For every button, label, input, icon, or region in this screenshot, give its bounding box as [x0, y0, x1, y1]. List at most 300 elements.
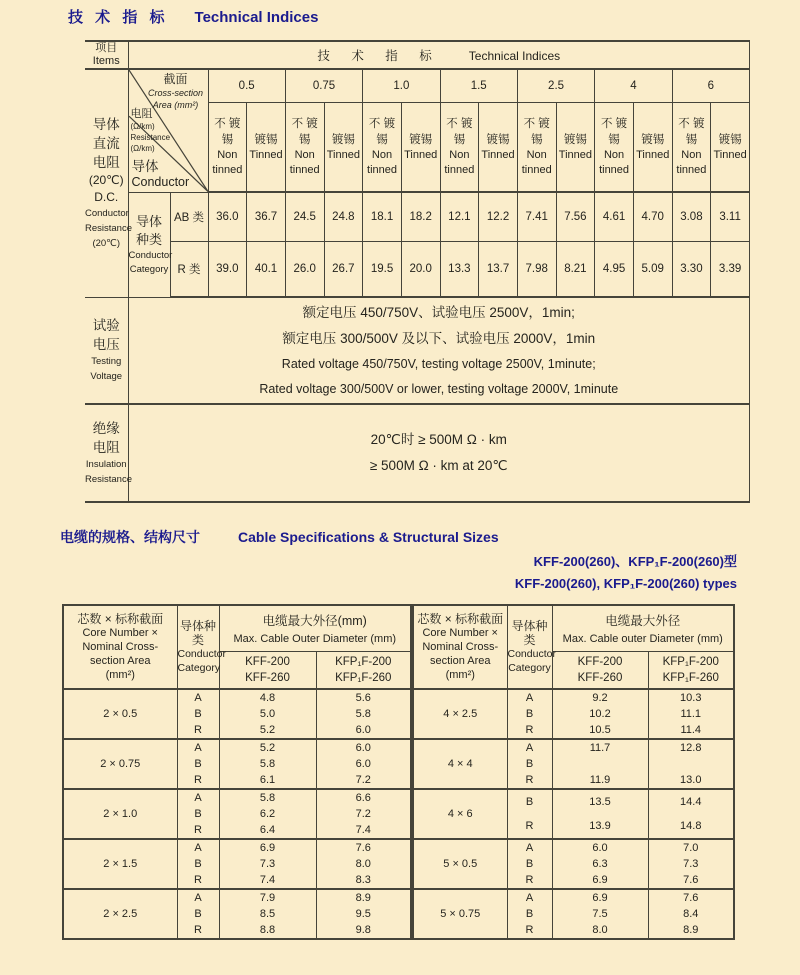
kfpf-diameter-cell: 7.2: [316, 806, 411, 822]
category-cell: A: [177, 689, 219, 706]
kff-diameter-cell: 8.0: [552, 922, 648, 939]
tinned-header: [247, 103, 286, 193]
kff-diameter-cell: 7.4: [219, 872, 316, 889]
resistance-value: 7.98: [517, 242, 556, 298]
kff-diameter-cell: 6.4: [219, 822, 316, 839]
category-cell: B: [507, 756, 552, 772]
category-cell: B: [177, 756, 219, 772]
category-cell: B: [177, 706, 219, 722]
kff-diameter-cell: 6.3: [552, 856, 648, 872]
cross-section-value: 4: [595, 69, 672, 103]
non-tinned-header: [440, 103, 479, 193]
label-line: 试验: [92, 318, 120, 334]
kff-diameter-cell: 11.7: [552, 739, 648, 756]
label-line: Non: [371, 149, 393, 161]
label-line: 锡: [608, 134, 620, 146]
label-line: 不 镀: [678, 118, 705, 130]
label-line: Voltage: [90, 371, 123, 383]
label-line: 不 镀: [214, 118, 241, 130]
label-line: Area (mm²): [152, 100, 199, 110]
label-line: 锡: [453, 134, 466, 146]
label-line: Testing: [91, 356, 122, 368]
spec-group-row: [63, 739, 411, 756]
core-size-cell: 5 × 0.5: [413, 839, 507, 889]
core-size-cell: 2 × 1.5: [63, 839, 177, 889]
kfpf-diameter-cell: 7.6: [648, 872, 734, 889]
label-line: Conductor: [507, 648, 556, 660]
label-line: 类: [523, 633, 536, 647]
kfpf-diameter-cell: 7.6: [316, 839, 411, 856]
category-cell: R: [177, 822, 219, 839]
label-line: Nominal Cross-: [82, 641, 159, 653]
label-line: tinned: [521, 164, 552, 176]
label-line: Cross-section: [147, 88, 203, 98]
spec-group-row: [63, 889, 411, 906]
non-tinned-header: [363, 103, 402, 193]
resistance-value: 3.30: [672, 242, 711, 298]
kfpf-diameter-cell: 7.3: [648, 856, 734, 872]
core-size-cell: 4 × 2.5: [413, 689, 507, 739]
label-line: 类: [191, 633, 204, 647]
cable-types-subtitle: [515, 551, 737, 595]
resistance-value: 7.56: [556, 192, 595, 242]
kff-diameter-cell: 8.8: [219, 922, 316, 939]
label-line: KFP₁F-200: [335, 656, 392, 668]
tinned-header: [324, 103, 363, 193]
spec-group-row: [413, 789, 734, 814]
label-line: Non: [526, 149, 547, 161]
kfpf-diameter-cell: 10.3: [648, 689, 734, 706]
diagonal-header-cell: [128, 69, 208, 192]
label-line: section Area: [429, 655, 491, 667]
label-line: KFP₁F-260: [662, 672, 719, 684]
label-line: KFP₁F-200: [662, 656, 719, 668]
insulation-resistance-label-cell: [85, 404, 132, 502]
category-cell: A: [177, 889, 219, 906]
label-line: Category: [177, 662, 221, 674]
label-line: 绝缘: [92, 421, 120, 436]
category-cell: A: [507, 739, 552, 756]
kff-diameter-cell: 13.9: [552, 814, 648, 839]
label-line: Resistance: [130, 133, 171, 142]
label-line: 导体: [131, 158, 159, 174]
spec-group-row: [413, 739, 734, 756]
resistance-value: 18.1: [363, 192, 402, 242]
label-line: 锡: [685, 134, 698, 146]
label-line: Core Number ×: [82, 627, 158, 639]
kff-diameter-cell: 7.3: [219, 856, 316, 872]
resistance-value: 20.0: [401, 242, 440, 298]
resistance-value: 3.08: [672, 192, 711, 242]
label-line: 电缆最大外径: [605, 613, 681, 628]
resistance-value: 36.7: [247, 192, 286, 242]
category-cell: B: [507, 906, 552, 922]
kfpf-diameter-cell: 7.4: [316, 822, 411, 839]
label-line: tinned: [444, 164, 475, 176]
resistance-value: 7.41: [517, 192, 556, 242]
spec-table-right: [412, 604, 735, 940]
kfpf-diameter-cell: 5.8: [316, 706, 411, 722]
resistance-value: 18.2: [401, 192, 440, 242]
kff-diameter-cell: 6.0: [552, 839, 648, 856]
kff-diameter-cell: 9.2: [552, 689, 648, 706]
kfpf-diameter-cell: 6.6: [316, 789, 411, 806]
spec-group-row: [413, 689, 734, 706]
category-cell: R: [177, 872, 219, 889]
label-line: Conductor: [131, 174, 190, 189]
kff-diameter-cell: 6.9: [552, 872, 648, 889]
category-cell: R: [507, 772, 552, 789]
resistance-value: 5.09: [633, 242, 672, 298]
label-line: tinned: [599, 164, 630, 176]
kff-diameter-cell: 13.5: [552, 789, 648, 814]
resistance-value: 4.95: [595, 242, 634, 298]
label-line: KFF-260: [245, 672, 290, 684]
kff-diameter-cell: 10.5: [552, 722, 648, 739]
testing-voltage-line: 额定电压 300/500V 及以下、试验电压 2000V，1min: [282, 330, 596, 346]
category-ab-label: AB 类: [170, 192, 208, 242]
kff-model-header: [552, 652, 648, 690]
label-line: Core Number ×: [422, 627, 498, 639]
non-tinned-header: [595, 103, 634, 193]
cable-types-subtitle-zh: KFF-200(260)、KFP₁F-200(260)型: [533, 554, 737, 569]
cross-section-value: 0.5: [208, 69, 285, 103]
label-line: Non: [449, 149, 470, 161]
label-line: 不 镀: [523, 118, 550, 130]
label-line: Nominal Cross-: [422, 641, 499, 653]
kfpf-diameter-cell: 7.2: [316, 772, 411, 789]
label-line: KFF-200: [577, 656, 623, 668]
label-line: 电阻: [92, 155, 120, 171]
insulation-line: 20℃时 ≥ 500M Ω · km: [370, 432, 507, 447]
section1-title: [68, 6, 318, 27]
label-line: Tinned: [481, 148, 515, 161]
label-line: 项目: [95, 42, 118, 54]
label-line: 技 术 指 标: [317, 49, 441, 63]
label-line: Non: [681, 149, 702, 161]
kff-diameter-cell: 5.0: [219, 706, 316, 722]
kfpf-diameter-cell: 14.4: [648, 789, 734, 814]
category-cell: B: [177, 806, 219, 822]
kfpf-diameter-cell: 6.0: [316, 756, 411, 772]
kff-diameter-cell: 5.8: [219, 756, 316, 772]
tinned-header: [401, 103, 440, 193]
label-line: 截面: [163, 72, 188, 86]
category-cell: A: [507, 689, 552, 706]
max-diameter-header-cell: [219, 605, 411, 652]
kfpf-model-header: [316, 652, 411, 690]
label-line: Non: [217, 149, 238, 161]
label-line: (mm²): [445, 669, 475, 681]
label-line: Tinned: [326, 148, 360, 161]
category-cell: R: [177, 722, 219, 739]
label-line: 镀锡: [718, 133, 742, 146]
core-size-cell: 4 × 4: [413, 739, 507, 789]
label-line: 直流: [92, 136, 120, 152]
tinned-header: [556, 103, 595, 193]
spec-group-row: [63, 839, 411, 856]
label-line: 芯数 × 标称截面: [77, 612, 164, 626]
category-cell: B: [177, 906, 219, 922]
spec-group-row: [413, 839, 734, 856]
category-cell: B: [507, 706, 552, 722]
resistance-value: 24.8: [324, 192, 363, 242]
resistance-value: 3.39: [711, 242, 750, 298]
resistance-value: 8.21: [556, 242, 595, 298]
label-line: tinned: [367, 164, 398, 176]
section2-title-zh: 电缆的规格、结构尺寸: [60, 529, 200, 545]
resistance-value: 24.5: [285, 192, 324, 242]
kff-diameter-cell: 5.2: [219, 722, 316, 739]
label-line: Tinned: [636, 148, 670, 161]
resistance-value: 13.7: [479, 242, 518, 298]
kfpf-diameter-cell: 13.0: [648, 772, 734, 789]
label-line: tinned: [289, 164, 320, 176]
kfpf-diameter-cell: 11.4: [648, 722, 734, 739]
cross-section-value: 1.0: [363, 69, 440, 103]
label-line: tinned: [212, 164, 243, 176]
core-size-cell: 5 × 0.75: [413, 889, 507, 939]
testing-voltage-label-cell: [85, 297, 128, 404]
kfpf-diameter-cell: 12.8: [648, 739, 734, 756]
core-size-cell: 2 × 0.75: [63, 739, 177, 789]
label-line: 不 镀: [368, 118, 396, 130]
category-r-label: R 类: [170, 242, 208, 298]
label-line: 锡: [376, 134, 388, 146]
label-line: KFF-200: [245, 656, 290, 668]
specifications-table: [62, 604, 735, 940]
kfpf-diameter-cell: 9.8: [316, 922, 411, 939]
spec-table-left: [62, 604, 412, 940]
label-line: Max. Cable Outer Diameter (mm): [233, 632, 397, 645]
dc-resistance-label-cell: [85, 69, 132, 297]
label-line: 镀锡: [331, 133, 355, 146]
label-line: Items: [92, 55, 120, 67]
resistance-value: 13.3: [440, 242, 479, 298]
label-line: Non: [294, 149, 315, 161]
kfpf-diameter-cell: 8.9: [316, 889, 411, 906]
resistance-value: 39.0: [208, 242, 247, 298]
spec-group-row: [63, 789, 411, 806]
label-line: 电阻: [92, 440, 120, 455]
kfpf-diameter-cell: 5.6: [316, 689, 411, 706]
label-line: 锡: [221, 134, 234, 146]
core-size-header-cell: [413, 605, 507, 689]
spec-group-row: [63, 689, 411, 706]
label-line: Category: [129, 263, 169, 275]
tech-indices-header-cell: [128, 41, 750, 69]
cross-section-label: [145, 72, 207, 111]
non-tinned-header: [208, 103, 247, 193]
testing-voltage-line: 额定电压 450/750V、试验电压 2500V，1min;: [302, 304, 575, 320]
spec-group-row: [413, 889, 734, 906]
label-line: Technical Indices: [468, 49, 561, 63]
kff-diameter-cell: 6.9: [552, 889, 648, 906]
conductor-label: [132, 159, 190, 190]
label-line: tinned: [676, 164, 707, 176]
kff-diameter-cell: 7.9: [219, 889, 316, 906]
cable-types-subtitle-en: KFF-200(260), KFP₁F-200(260) types: [514, 576, 737, 591]
testing-voltage-line: Rated voltage 300/500V or lower, testing voltage 2000V, 1minute: [259, 381, 619, 396]
kff-diameter-cell: 11.9: [552, 772, 648, 789]
resistance-value: 4.61: [595, 192, 634, 242]
label-line: 镀锡: [641, 133, 665, 146]
kfpf-diameter-cell: 8.3: [316, 872, 411, 889]
kff-diameter-cell: 7.5: [552, 906, 648, 922]
conductor-category-header-cell: [507, 605, 556, 689]
category-cell: R: [507, 922, 552, 939]
tinned-header: [711, 103, 750, 193]
resistance-value: 26.7: [324, 242, 363, 298]
tinned-header: [479, 103, 518, 193]
resistance-value: 4.70: [633, 192, 672, 242]
core-size-cell: 2 × 1.0: [63, 789, 177, 839]
category-cell: B: [507, 789, 552, 814]
label-line: Tinned: [713, 148, 747, 161]
kff-diameter-cell: 5.2: [219, 739, 316, 756]
kff-diameter-cell: 8.5: [219, 906, 316, 922]
kff-diameter-cell: 6.9: [219, 839, 316, 856]
max-diameter-header-cell: [552, 605, 734, 652]
testing-voltage-line: Rated voltage 450/750V, testing voltage 2500V, 1minute;: [281, 356, 596, 371]
section1-title-en: Technical Indices: [194, 9, 319, 26]
non-tinned-header: [285, 103, 324, 193]
label-line: 镀锡: [563, 133, 587, 146]
resistance-value: 26.0: [285, 242, 324, 298]
category-cell: R: [507, 722, 552, 739]
cross-section-value: 6: [672, 69, 749, 103]
label-line: Insulation: [85, 459, 127, 470]
cross-section-value: 1.5: [440, 69, 517, 103]
category-cell: R: [177, 922, 219, 939]
label-line: (20℃): [92, 238, 121, 250]
label-line: 电阻: [130, 108, 153, 120]
label-line: (mm²): [105, 669, 135, 681]
testing-voltage-content-cell: [128, 297, 750, 404]
label-line: (Ω/km): [130, 122, 155, 131]
cross-section-value: 0.75: [285, 69, 362, 103]
category-cell: R: [177, 772, 219, 789]
conductor-category-label-cell: [128, 192, 173, 297]
label-line: Category: [508, 662, 551, 674]
resistance-value: 19.5: [363, 242, 402, 298]
kff-diameter-cell: 6.1: [219, 772, 316, 789]
kfpf-diameter-cell: 7.0: [648, 839, 734, 856]
kfpf-diameter-cell: 9.5: [316, 906, 411, 922]
label-line: 不 镀: [291, 118, 318, 130]
resistance-value: 3.11: [711, 192, 750, 242]
kfpf-diameter-cell: 8.9: [648, 922, 734, 939]
section1-title-zh: 技 术 指 标: [68, 9, 169, 26]
label-line: Non: [603, 149, 625, 161]
resistance-value: 40.1: [247, 242, 286, 298]
category-cell: B: [177, 856, 219, 872]
items-header-cell: [85, 41, 128, 69]
label-line: 电缆最大外径(mm): [262, 613, 367, 628]
section2-title-en: Cable Specifications & Structural Sizes: [238, 529, 499, 545]
label-line: (20℃): [88, 173, 124, 188]
resistance-value: 12.1: [440, 192, 479, 242]
kfpf-diameter-cell: 14.8: [648, 814, 734, 839]
kff-diameter-cell: 6.2: [219, 806, 316, 822]
label-line: Conductor: [85, 208, 129, 220]
label-line: 种类: [135, 231, 162, 247]
label-line: 镀锡: [486, 133, 510, 146]
kfpf-diameter-cell: 8.0: [316, 856, 411, 872]
label-line: 锡: [530, 134, 543, 146]
category-cell: A: [177, 789, 219, 806]
category-cell: A: [177, 839, 219, 856]
label-line: Resistance: [85, 223, 132, 235]
label-line: Tinned: [249, 148, 283, 161]
core-size-header-cell: [63, 605, 177, 689]
insulation-resistance-content-cell: [128, 404, 750, 502]
label-line: 镀锡: [409, 133, 433, 146]
label-line: Max. Cable outer Diameter (mm): [562, 632, 723, 645]
core-size-cell: 4 × 6: [413, 789, 507, 839]
resistance-value: 36.0: [208, 192, 247, 242]
category-cell: A: [507, 889, 552, 906]
category-cell: R: [507, 872, 552, 889]
non-tinned-header: [672, 103, 711, 193]
label-line: 不 镀: [446, 118, 473, 130]
section2-title: [60, 527, 499, 547]
kfpf-diameter-cell: [648, 756, 734, 772]
category-cell: A: [177, 739, 219, 756]
label-line: D.C.: [94, 190, 119, 205]
conductor-category-header-cell: [177, 605, 226, 689]
core-size-cell: 2 × 0.5: [63, 689, 177, 739]
cross-section-value: 2.5: [517, 69, 594, 103]
category-cell: B: [507, 856, 552, 872]
label-line: KFF-260: [577, 672, 623, 684]
label-line: 导体种: [511, 619, 548, 633]
label-line: 导体: [135, 213, 162, 229]
kff-diameter-cell: [552, 756, 648, 772]
kfpf-model-header: [648, 652, 734, 690]
label-line: Resistance: [85, 474, 132, 485]
tinned-header: [633, 103, 672, 193]
label-line: section Area: [89, 655, 151, 667]
kfpf-diameter-cell: 6.0: [316, 739, 411, 756]
kff-diameter-cell: 5.8: [219, 789, 316, 806]
insulation-line: ≥ 500M Ω · km at 20℃: [369, 458, 508, 473]
label-line: 导体: [92, 117, 120, 133]
kfpf-diameter-cell: 11.1: [648, 706, 734, 722]
label-line: 导体种: [179, 619, 216, 633]
label-line: 芯数 × 标称截面: [417, 612, 504, 626]
core-size-cell: 2 × 2.5: [63, 889, 177, 939]
kff-diameter-cell: 4.8: [219, 689, 316, 706]
resistance-label: [131, 108, 171, 154]
label-line: 不 镀: [600, 118, 628, 130]
resistance-value: 12.2: [479, 192, 518, 242]
label-line: 锡: [298, 134, 311, 146]
label-line: (Ω/km): [130, 144, 155, 153]
kff-diameter-cell: 10.2: [552, 706, 648, 722]
non-tinned-header: [517, 103, 556, 193]
category-cell: R: [507, 814, 552, 839]
category-cell: A: [507, 839, 552, 856]
label-line: Tinned: [558, 148, 592, 161]
label-line: 镀锡: [254, 133, 278, 146]
kff-model-header: [219, 652, 316, 690]
kfpf-diameter-cell: 7.6: [648, 889, 734, 906]
kfpf-diameter-cell: 6.0: [316, 722, 411, 739]
label-line: Conductor: [177, 648, 226, 660]
label-line: Tinned: [404, 148, 438, 161]
kfpf-diameter-cell: 8.4: [648, 906, 734, 922]
